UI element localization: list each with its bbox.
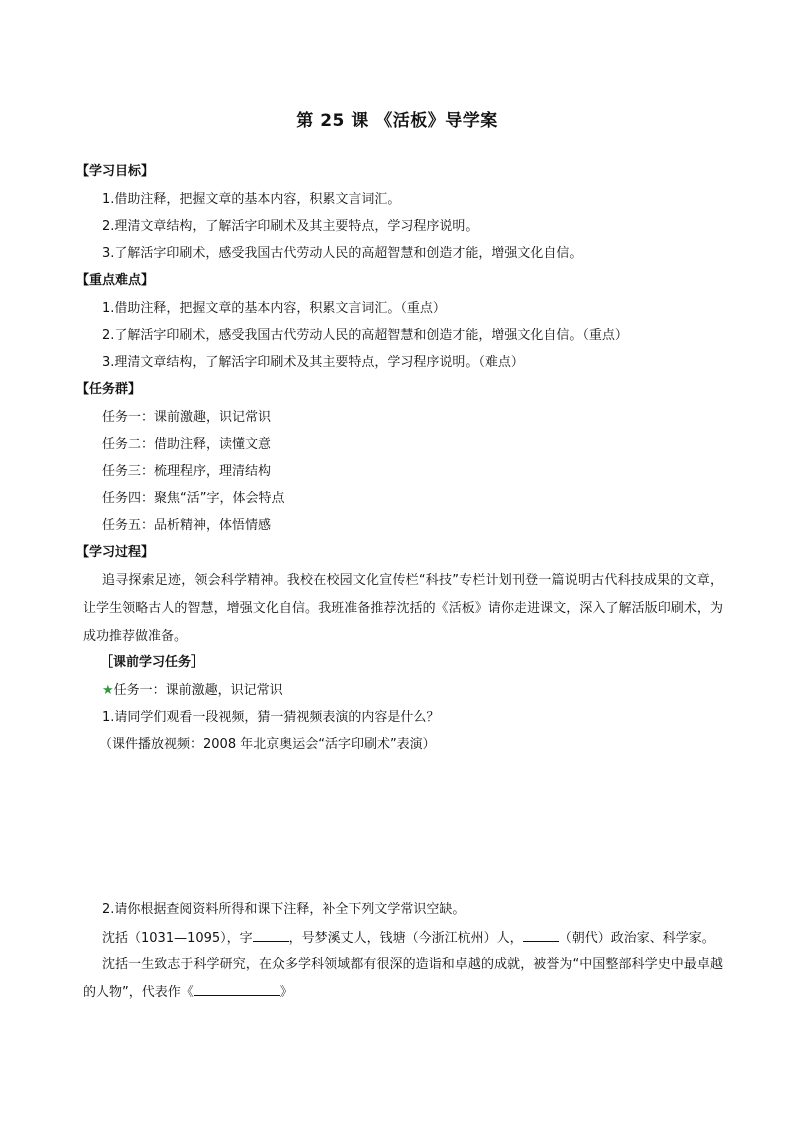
task-item: 任务三：梳理程序，理清结构 xyxy=(102,464,272,479)
task1-title xyxy=(102,682,283,700)
fill-1-text-b: ，号梦溪丈人，钱塘（今浙江杭州）人， xyxy=(288,931,523,946)
blank-dynasty[interactable] xyxy=(523,929,559,942)
task-item: 任务五：品析精神，体悟情感 xyxy=(102,518,272,533)
page-title: 第 25 课 《活板》导学案 xyxy=(296,111,498,131)
objective-item: 3.了解活字印刷术，感受我国古代劳动人民的高超智慧和创造才能，增强文化自信。 xyxy=(102,246,583,261)
blank-courtesy-name[interactable] xyxy=(253,929,289,942)
process-intro-paragraph: 追寻探索足迹，领会科学精神。我校在校园文化宣传栏“科技”专栏计划刊登一篇说明古代科技成果的文章，让学生领略古人的智慧，增强文化自信。我班准备推荐沈括的《活板》请你走进课文，深入了解活版印刷术，为成功推荐做准备。 xyxy=(83,573,723,644)
objectives-heading: 【学习目标】 xyxy=(76,164,155,179)
process-heading: 【学习过程】 xyxy=(76,545,155,560)
question-1-note: （课件播放视频：2008 年北京奥运会“活字印刷术”表演） xyxy=(99,737,436,752)
fill-1-text-c: （朝代）政治家、科学家。 xyxy=(558,931,715,946)
key-point-item: 1.借助注释，把握文章的基本内容，积累文言词汇。（重点） xyxy=(102,301,446,316)
key-point-item: 3.理清文章结构，了解活字印刷术及其主要特点，学习程序说明。（难点） xyxy=(102,355,524,370)
pre-class-heading: ［课前学习任务］ xyxy=(100,655,205,670)
fill-2-text-b: 》 xyxy=(279,985,293,1000)
fill-1-text-a: 沈括（1031—1095），字 xyxy=(102,931,253,946)
task-item: 任务一：课前激趣，识记常识 xyxy=(102,410,272,425)
question-1: 1.请同学们观看一段视频，猜一猜视频表演的内容是什么？ xyxy=(102,710,440,725)
fill-2-text-a: 沈括一生致志于科学研究，在众多学科领域都有很深的造诣和卓越的成就，被誉为“中国整部科学史中最卓越的人物”，代表作《 xyxy=(83,957,723,1000)
task-item: 任务四：聚焦“活”字，体会特点 xyxy=(102,491,285,506)
key-points-heading: 【重点难点】 xyxy=(76,273,155,288)
task1-label: 任务一：课前激趣，识记常识 xyxy=(113,683,283,698)
objective-item: 2.理清文章结构，了解活字印刷术及其主要特点，学习程序说明。 xyxy=(102,219,479,234)
star-icon: ★ xyxy=(102,683,114,698)
objective-item: 1.借助注释，把握文章的基本内容，积累文言词汇。 xyxy=(102,192,401,207)
fill-paragraph-2 xyxy=(83,951,723,1007)
question-2: 2.请你根据查阅资料所得和课下注释，补全下列文学常识空缺。 xyxy=(102,902,466,917)
fill-line-1 xyxy=(102,929,715,948)
task-group-heading: 【任务群】 xyxy=(76,382,142,397)
key-point-item: 2.了解活字印刷术，感受我国古代劳动人民的高超智慧和创造才能，增强文化自信。（重点） xyxy=(102,328,628,343)
task-item: 任务二：借助注释，读懂文意 xyxy=(102,437,272,452)
blank-masterpiece[interactable] xyxy=(194,983,280,996)
